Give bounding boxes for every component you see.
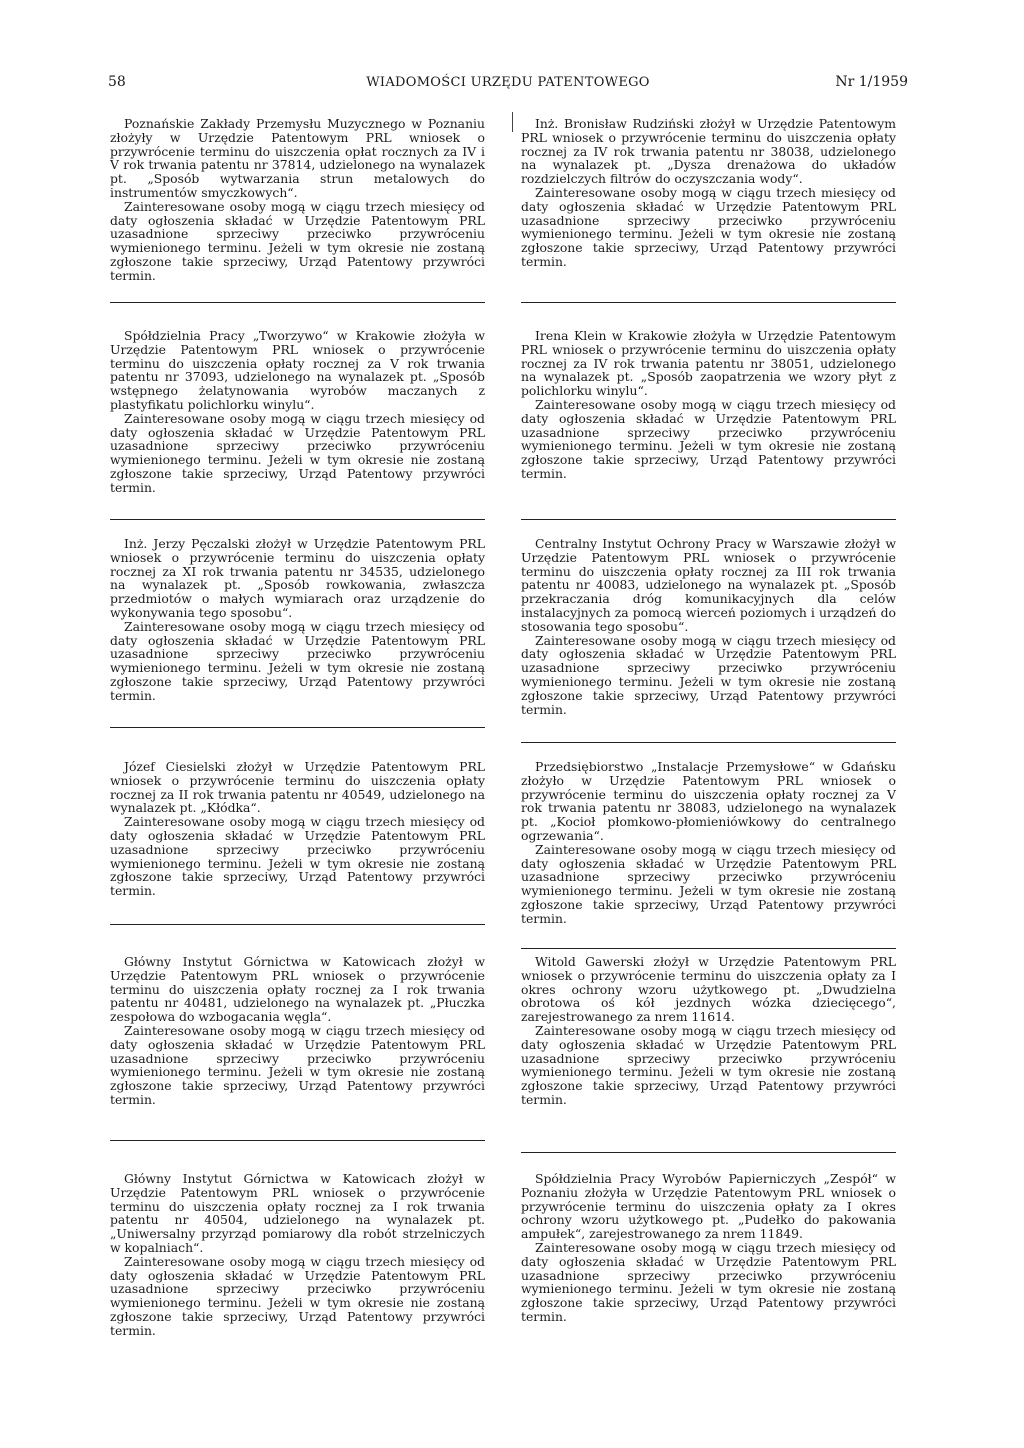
notice-separator	[521, 742, 896, 743]
page-number: 58	[108, 74, 126, 90]
journal-title: WIADOMOŚCI URZĘDU PATENTOWEGO	[366, 75, 650, 90]
page-header	[108, 74, 908, 96]
notice-separator	[521, 302, 896, 303]
notice-objection: Zainteresowane osoby mogą w ciągu trzech miesięcy od daty ogłoszenia składać w Urzędzie Patentowym PRL uzasadnione sprzeciwy przeciwko przywróceniu wymienionego terminu. Jeżeli w tym okresie nie zostaną zgłoszone takie sprzeciwy, Urząd Patentowy przywróci termin.	[110, 198, 485, 283]
notice	[110, 537, 485, 703]
notice	[521, 117, 896, 269]
notice-objection: Zainteresowane osoby mogą w ciągu trzech miesięcy od daty ogłoszenia składać w Urzędzie Patentowym PRL uzasadnione sprzeciwy przeciwko przywróceniu wymienionego terminu. Jeżeli w tym okresie nie zostaną zgłoszone takie sprzeciwy, Urząd Patentowy przywróci termin.	[521, 396, 896, 481]
notice-separator	[110, 924, 485, 925]
issue-number: Nr 1/1959	[835, 74, 908, 90]
notice	[110, 117, 485, 283]
notice-separator	[110, 727, 485, 728]
notice	[521, 329, 896, 481]
notice-objection: Zainteresowane osoby mogą w ciągu trzech miesięcy od daty ogłoszenia składać w Urzędzie Patentowym PRL uzasadnione sprzeciwy przeciwko przywróceniu wymienionego terminu. Jeżeli w tym okresie nie zostaną zgłoszone takie sprzeciwy, Urząd Patentowy przywróci termin.	[110, 814, 485, 899]
notice-objection: Zainteresowane osoby mogą w ciągu trzech miesięcy od daty ogłoszenia składać w Urzędzie Patentowym PRL uzasadnione sprzeciwy przeciwko przywróceniu wymienionego terminu. Jeżeli w tym okresie nie zostaną zgłoszone takie sprzeciwy, Urząd Patentowy przywróci termin.	[110, 1253, 485, 1338]
notice-objection: Zainteresowane osoby mogą w ciągu trzech miesięcy od daty ogłoszenia składać w Urzędzie Patentowym PRL uzasadnione sprzeciwy przeciwko przywróceniu wymienionego terminu. Jeżeli w tym okresie nie zostaną zgłoszone takie sprzeciwy, Urząd Patentowy przywróci termin.	[521, 184, 896, 269]
notice-application: Przedsiębiorstwo „Instalacje Przemysłowe“ w Gdańsku złożyło w Urzędzie Patentowym PRL wniosek o przywrócenie terminu do uiszczenia opłaty rocznej za V rok trwania patentu nr 38083, udzielonego na wynalazek pt. „Kocioł płomkowo-płomieniówkowy do centralnego ogrzewania“.	[521, 759, 896, 843]
notice	[110, 760, 485, 898]
notice-objection: Zainteresowane osoby mogą w ciągu trzech miesięcy od daty ogłoszenia składać w Urzędzie Patentowym PRL uzasadnione sprzeciwy przeciwko przywróceniu wymienionego terminu. Jeżeli w tym okresie nie zostaną zgłoszone takie sprzeciwy, Urząd Patentowy przywróci termin.	[521, 632, 896, 717]
notice	[521, 955, 896, 1107]
column-rule	[512, 112, 513, 132]
notice-application: Irena Klein w Krakowie złożyła w Urzędzie Patentowym PRL wniosek o przywrócenie terminu do uiszczenia opłaty rocznej za IV rok trwania patentu nr 38051, udzielonego na wynalazek pt. „Sposób zaopatrzenia we wzory płyt z polichlorku winylu“.	[521, 328, 896, 399]
notice-objection: Zainteresowane osoby mogą w ciągu trzech miesięcy od daty ogłoszenia składać w Urzędzie Patentowym PRL uzasadnione sprzeciwy przeciwko przywróceniu wymienionego terminu. Jeżeli w tym okresie nie zostaną zgłoszone takie sprzeciwy, Urząd Patentowy przywróci termin.	[521, 1022, 896, 1107]
notice-application: Spółdzielnia Pracy „Tworzywo“ w Krakowie złożyła w Urzędzie Patentowym PRL wniosek o przywrócenie terminu do uiszczenia opłaty rocznej za V rok trwania patentu nr 37093, udzielonego na wynalazek pt. „Sposób wstępnego żelatynowania wyrobów maczanych z plastyfikatu polichlorku winylu“.	[110, 328, 485, 412]
notice-separator	[110, 302, 485, 303]
notice-separator	[521, 1152, 896, 1153]
notice	[521, 760, 896, 926]
notice-separator	[110, 519, 485, 520]
notice-application: Główny Instytut Górnictwa w Katowicach złożył w Urzędzie Patentowym PRL wniosek o przywrócenie terminu do uiszczenia opłaty rocznej za I rok trwania patentu nr 40481, udzielonego na wynalazek pt. „Płuczka zespołowa do wzbogacania węgla“.	[110, 954, 485, 1025]
notice-separator	[110, 1140, 485, 1141]
notice-application: Józef Ciesielski złożył w Urzędzie Patentowym PRL wniosek o przywrócenie terminu do uiszczenia opłaty rocznej za II rok trwania patentu nr 40549, udzielonego na wynalazek pt. „Kłódka“.	[110, 759, 485, 816]
notice-application: Witold Gawerski złożył w Urzędzie Patentowym PRL wniosek o przywrócenie terminu do uiszczenia opłaty za I okres ochrony wzoru użytkowego pt. „Dwudzielna obrotowa oś kół jezdnych wózka dziecięcego“, zarejestrowanego za nrem 11614.	[521, 954, 896, 1025]
notice-objection: Zainteresowane osoby mogą w ciągu trzech miesięcy od daty ogłoszenia składać w Urzędzie Patentowym PRL uzasadnione sprzeciwy przeciwko przywróceniu wymienionego terminu. Jeżeli w tym okresie nie zostaną zgłoszone takie sprzeciwy, Urząd Patentowy przywróci termin.	[521, 1239, 896, 1324]
notice-objection: Zainteresowane osoby mogą w ciągu trzech miesięcy od daty ogłoszenia składać w Urzędzie Patentowym PRL uzasadnione sprzeciwy przeciwko przywróceniu wymienionego terminu. Jeżeli w tym okresie nie zostaną zgłoszone takie sprzeciwy, Urząd Patentowy przywróci termin.	[110, 1022, 485, 1107]
notice-application: Centralny Instytut Ochrony Pracy w Warszawie złożył w Urzędzie Patentowym PRL wniosek o przywrócenie terminu do uiszczenia opłaty rocznej za III rok trwania patentu nr 40083, udzielonego na wynalazek pt. „Sposób przekraczania dróg komunikacyjnych dla celów instalacyjnych za pomocą wierceń poziomych i urządzeń do stosowania tego sposobu“.	[521, 536, 896, 634]
notice-objection: Zainteresowane osoby mogą w ciągu trzech miesięcy od daty ogłoszenia składać w Urzędzie Patentowym PRL uzasadnione sprzeciwy przeciwko przywróceniu wymienionego terminu. Jeżeli w tym okresie nie zostaną zgłoszone takie sprzeciwy, Urząd Patentowy przywróci termin.	[521, 841, 896, 926]
notice-objection: Zainteresowane osoby mogą w ciągu trzech miesięcy od daty ogłoszenia składać w Urzędzie Patentowym PRL uzasadnione sprzeciwy przeciwko przywróceniu wymienionego terminu. Jeżeli w tym okresie nie zostaną zgłoszone takie sprzeciwy, Urząd Patentowy przywróci termin.	[110, 618, 485, 703]
notice-separator	[521, 948, 896, 949]
notice	[110, 329, 485, 495]
notice-application: Poznańskie Zakłady Przemysłu Muzycznego w Poznaniu złożyły w Urzędzie Patentowym PRL wniosek o przywrócenie terminu do uiszczenia opłat rocznych za IV i V rok trwania patentu nr 37814, udzielonego na wynalazek pt. „Sposób wytwarzania strun metalowych do instrumentów smyczkowych“.	[110, 116, 485, 200]
notice	[521, 537, 896, 716]
notice-application: Spółdzielnia Pracy Wyrobów Papierniczych „Zespół“ w Poznaniu złożyła w Urzędzie Patentowym PRL wniosek o przywrócenie terminu do uiszczenia opłaty za I okres ochrony wzoru użytkowego pt. „Pudełko do pakowania ampułek“, zarejestrowanego za nrem 11849.	[521, 1171, 896, 1242]
notice	[521, 1172, 896, 1324]
notice-application: Inż. Bronisław Rudziński złożył w Urzędzie Patentowym PRL wniosek o przywrócenie terminu do uiszczenia opłaty rocznej za IV rok trwania patentu nr 38038, udzielonego na wynalazek pt. „Dysza drenażowa do układów rozdzielczych filtrów do oczyszczania wody“.	[521, 116, 896, 187]
notice-objection: Zainteresowane osoby mogą w ciągu trzech miesięcy od daty ogłoszenia składać w Urzędzie Patentowym PRL uzasadnione sprzeciwy przeciwko przywróceniu wymienionego terminu. Jeżeli w tym okresie nie zostaną zgłoszone takie sprzeciwy, Urząd Patentowy przywróci termin.	[110, 410, 485, 495]
notice	[110, 1172, 485, 1338]
notice-application: Inż. Jerzy Pęczalski złożył w Urzędzie Patentowym PRL wniosek o przywrócenie terminu do uiszczenia opłaty rocznej za XI rok trwania patentu nr 34535, udzielonego na wynalazek pt. „Sposób rowkowania, zwłaszcza przedmiotów o małych wymiarach oraz urządzenie do wykonywania tego sposobu“.	[110, 536, 485, 620]
notice-separator	[521, 519, 896, 520]
notice	[110, 955, 485, 1107]
notice-application: Główny Instytut Górnictwa w Katowicach złożył w Urzędzie Patentowym PRL wniosek o przywrócenie terminu do uiszczenia opłaty rocznej za I rok trwania patentu nr 40504, udzielonego na wynalazek pt. „Uniwersalny przyrząd pomiarowy dla robót strzelniczych w kopalniach“.	[110, 1171, 485, 1255]
